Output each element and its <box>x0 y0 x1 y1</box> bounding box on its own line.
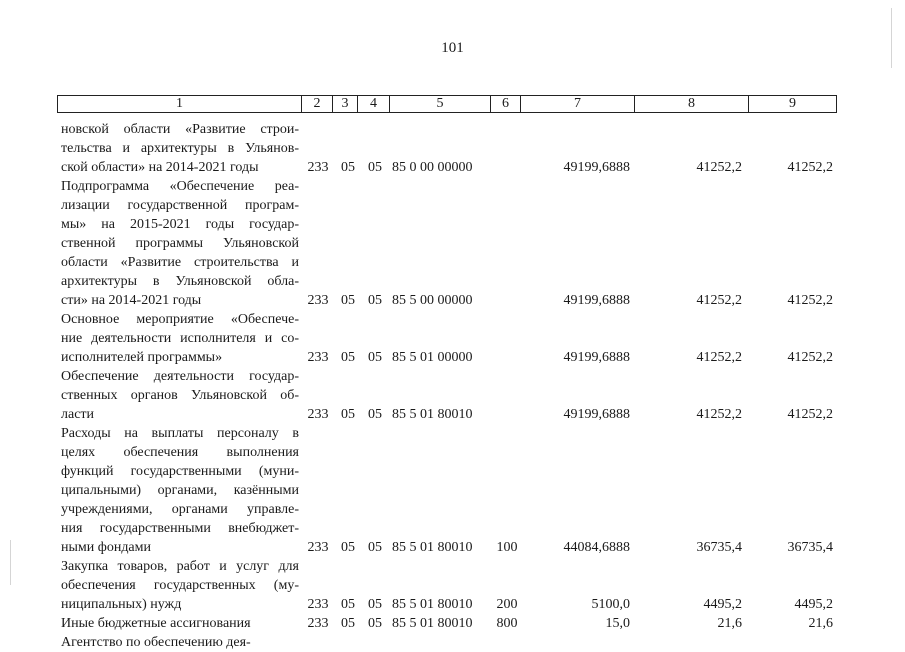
target-article-code: 85 5 00 00000 <box>392 293 473 308</box>
description-line: исполнителей программы» <box>61 350 223 365</box>
expense-type-code: 100 <box>496 540 518 555</box>
description-line: Агентство по обеспечению дея- <box>61 635 251 650</box>
header-col-6: 6 <box>491 96 521 112</box>
subsection-code: 05 <box>368 293 382 308</box>
row-values <box>0 614 905 633</box>
amount-2020: 21,6 <box>717 616 742 631</box>
amount-2019: 15,0 <box>605 616 630 631</box>
description-line: тельства и архитектуры в Ульянов- <box>61 141 299 156</box>
amount-2019: 49199,6888 <box>563 293 630 308</box>
description-line: ниципальных) нужд <box>61 597 182 612</box>
description-line: Иные бюджетные ассигнования <box>61 616 251 631</box>
row-values <box>0 595 905 614</box>
row-values <box>0 633 905 652</box>
header-col-1: 1 <box>58 96 302 112</box>
description-line: обеспечения государственных (му- <box>61 578 299 593</box>
target-article-code: 85 5 01 80010 <box>392 540 473 555</box>
description-line: ственной программы Ульяновской <box>61 236 299 251</box>
section-code: 05 <box>341 540 355 555</box>
description-line: ственных органов Ульяновской об- <box>61 388 299 403</box>
page-number: 101 <box>441 40 464 56</box>
ministry-code: 233 <box>307 616 329 631</box>
row-values <box>0 158 905 177</box>
amount-2020: 4495,2 <box>703 597 742 612</box>
header-col-7: 7 <box>521 96 635 112</box>
ministry-code: 233 <box>307 597 329 612</box>
description-line: учреждениями, органами управле- <box>61 502 299 517</box>
description-line: Обеспечение деятельности государ- <box>61 369 299 384</box>
target-article-code: 85 5 01 80010 <box>392 616 473 631</box>
section-code: 05 <box>341 597 355 612</box>
subsection-code: 05 <box>368 540 382 555</box>
amount-2021: 21,6 <box>808 616 833 631</box>
description-line: области «Развитие строительства и <box>61 255 299 270</box>
description-line: Основное мероприятие «Обеспече- <box>61 312 299 327</box>
ministry-code: 233 <box>307 160 329 175</box>
description-line: функций государственными (муни- <box>61 464 299 479</box>
table-header <box>57 95 837 113</box>
amount-2021: 41252,2 <box>787 160 833 175</box>
subsection-code: 05 <box>368 616 382 631</box>
description-line: лизации государственной програм- <box>61 198 299 213</box>
header-col-4: 4 <box>358 96 390 112</box>
description-line: ние деятельности исполнителя и со- <box>61 331 299 346</box>
target-article-code: 85 5 01 80010 <box>392 597 473 612</box>
subsection-code: 05 <box>368 160 382 175</box>
amount-2019: 49199,6888 <box>563 350 630 365</box>
target-article-code: 85 5 01 80010 <box>392 407 473 422</box>
description-line: ния государственными внебюджет- <box>61 521 299 536</box>
description-line: Закупка товаров, работ и услуг для <box>61 559 299 574</box>
header-col-3: 3 <box>333 96 358 112</box>
ministry-code: 233 <box>307 407 329 422</box>
amount-2021: 41252,2 <box>787 350 833 365</box>
description-line: архитектуры в Ульяновской обла- <box>61 274 299 289</box>
description-line: целях обеспечения выполнения <box>61 445 299 460</box>
header-col-8: 8 <box>635 96 749 112</box>
row-values <box>0 538 905 557</box>
amount-2020: 36735,4 <box>696 540 742 555</box>
header-col-5: 5 <box>390 96 491 112</box>
amount-2020: 41252,2 <box>696 407 742 422</box>
row-values <box>0 291 905 310</box>
section-code: 05 <box>341 160 355 175</box>
amount-2020: 41252,2 <box>696 350 742 365</box>
header-col-2: 2 <box>302 96 333 112</box>
description-line: Расходы на выплаты персоналу в <box>61 426 299 441</box>
row-values <box>0 348 905 367</box>
description-line: ными фондами <box>61 540 152 555</box>
scan-mark <box>10 540 11 585</box>
subsection-code: 05 <box>368 350 382 365</box>
expense-type-code: 200 <box>496 597 518 612</box>
amount-2020: 41252,2 <box>696 293 742 308</box>
section-code: 05 <box>341 407 355 422</box>
row-values <box>0 405 905 424</box>
section-code: 05 <box>341 293 355 308</box>
target-article-code: 85 5 01 00000 <box>392 350 473 365</box>
description-line: мы» на 2015-2021 годы государ- <box>61 217 299 232</box>
description-line: ципальными) органами, казёнными <box>61 483 299 498</box>
amount-2019: 44084,6888 <box>563 540 630 555</box>
ministry-code: 233 <box>307 540 329 555</box>
ministry-code: 233 <box>307 293 329 308</box>
amount-2021: 4495,2 <box>794 597 833 612</box>
amount-2020: 41252,2 <box>696 160 742 175</box>
amount-2021: 41252,2 <box>787 293 833 308</box>
header-col-9: 9 <box>789 96 796 111</box>
target-article-code: 85 0 00 00000 <box>392 160 473 175</box>
ministry-code: 233 <box>307 350 329 365</box>
description-line: ской области» на 2014-2021 годы <box>61 160 259 175</box>
description-line: сти» на 2014-2021 годы <box>61 293 202 308</box>
description-line: ласти <box>61 407 95 422</box>
subsection-code: 05 <box>368 407 382 422</box>
section-code: 05 <box>341 616 355 631</box>
amount-2019: 49199,6888 <box>563 407 630 422</box>
amount-2019: 49199,6888 <box>563 160 630 175</box>
expense-type-code: 800 <box>496 616 518 631</box>
description-line: Подпрограмма «Обеспечение реа- <box>61 179 299 194</box>
subsection-code: 05 <box>368 597 382 612</box>
amount-2021: 36735,4 <box>787 540 833 555</box>
amount-2021: 41252,2 <box>787 407 833 422</box>
amount-2019: 5100,0 <box>591 597 630 612</box>
section-code: 05 <box>341 350 355 365</box>
scan-mark <box>891 8 892 68</box>
description-line: новской области «Развитие строи- <box>61 122 299 137</box>
